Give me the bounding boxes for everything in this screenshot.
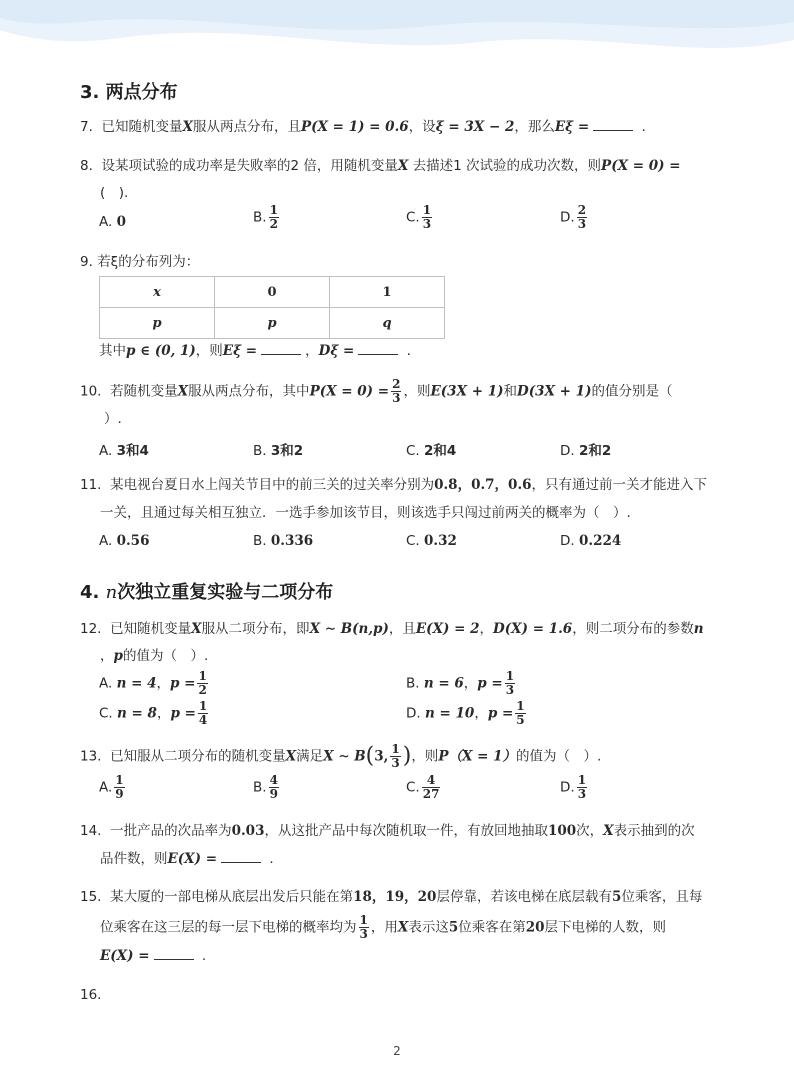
question-10-paren: ）. xyxy=(104,411,122,427)
question-7: 7. 已知随机变量X服从两点分布，且P(X = 1) = 0.6，设ξ = 3X − 2，那么Eξ = . xyxy=(80,114,730,140)
question-16: 16. xyxy=(80,987,102,1003)
q13-option-d[interactable]: D. $\frac{1}{3}$ xyxy=(560,773,587,801)
q8-option-a[interactable]: A. 0 xyxy=(99,214,126,230)
question-11: 11. 某电视台夏日水上闯关节目中的前三关的过关率分别为0.8，0.7，0.6，只有通过前一关才能进入下 xyxy=(80,477,708,493)
q13-option-b[interactable]: B. $\frac{4}{9}$ xyxy=(253,773,278,801)
question-12-line2: ，p的值为（ ）. xyxy=(100,648,209,664)
answer-blank[interactable] xyxy=(221,848,261,863)
q11-option-a[interactable]: A. 0.56 xyxy=(99,533,150,549)
question-15-line3: E(X) = . xyxy=(100,943,750,969)
question-9-condition: 其中p ∈ (0, 1)，则Eξ = ，Dξ = . xyxy=(99,338,749,364)
q8-option-b[interactable]: B. $\frac{1}{2}$ xyxy=(253,203,278,231)
question-9: 9. 若ξ的分布列为： xyxy=(80,254,200,270)
question-15-line2: 位乘客在这三层的每一层下电梯的概率均为 $\frac{1}{3}$ ，用X表示这5位乘客在第20层下电梯的人数，则 xyxy=(100,913,667,941)
answer-blank[interactable] xyxy=(261,340,301,355)
header-wave-decoration xyxy=(0,0,794,70)
question-12: 12. 已知随机变量X服从二项分布，即X ∼ B(n,p)，且E(X) = 2，D(X) = 1.6，则二项分布的参数n xyxy=(80,621,704,637)
q8-option-d[interactable]: D. $\frac{2}{3}$ xyxy=(560,203,587,231)
section-title-binomial: 4. n次独立重复实验与二项分布 xyxy=(80,582,334,603)
q11-option-b[interactable]: B. 0.336 xyxy=(253,533,314,549)
question-11-line2: 一关，且通过每关相互独立．一选手参加该节目，则该选手只闯过前两关的概率为（ ）. xyxy=(100,505,631,521)
question-14-line2: 品件数，则E(X) = . xyxy=(100,846,750,872)
question-8: 8. 设某项试验的成功率是失败率的2 倍，用随机变量X 去描述1 次试验的成功次数，则P(X = 0) = xyxy=(80,158,681,174)
q13-option-a[interactable]: A. $\frac{1}{9}$ xyxy=(99,773,124,801)
q10-option-c[interactable]: C. 2和4 xyxy=(406,443,457,459)
page-number: 2 xyxy=(393,1044,401,1058)
table-row: p p q xyxy=(100,308,445,339)
q11-option-c[interactable]: C. 0.32 xyxy=(406,533,457,549)
q12-option-c[interactable]: C. n = 8，p = $\frac{1}{4}$ xyxy=(99,699,208,727)
question-8-paren: ( ). xyxy=(100,185,129,201)
q10-option-b[interactable]: B. 3和2 xyxy=(253,443,304,459)
q12-option-a[interactable]: A. n = 4，p = $\frac{1}{2}$ xyxy=(99,669,207,697)
answer-blank[interactable] xyxy=(154,945,194,960)
question-13: 13. 已知服从二项分布的随机变量X满足X ∼ B(3, $\frac{1}{3}$ )，则P（X = 1）的值为（ ）. xyxy=(80,742,602,770)
q10-option-d[interactable]: D. 2和2 xyxy=(560,443,612,459)
q10-option-a[interactable]: A. 3和4 xyxy=(99,443,149,459)
question-15: 15. 某大厦的一部电梯从底层出发后只能在第18，19，20层停靠，若该电梯在底层载有5位乘客，且每 xyxy=(80,889,703,905)
question-10: 10. 若随机变量X服从两点分布，其中P(X = 0) = $\frac{2}{3}$ ，则E(3X + 1)和D(3X + 1)的值分别是（ xyxy=(80,377,673,405)
distribution-table xyxy=(99,276,445,339)
question-14: 14. 一批产品的次品率为0.03，从这批产品中每次随机取一件，有放回地抽取100次，X表示抽到的次 xyxy=(80,823,695,839)
answer-blank[interactable] xyxy=(358,340,398,355)
table-row: x 0 1 xyxy=(100,277,445,308)
q11-option-d[interactable]: D. 0.224 xyxy=(560,533,622,549)
q12-option-b[interactable]: B. n = 6，p = $\frac{1}{3}$ xyxy=(406,669,515,697)
q12-option-d[interactable]: D. n = 10，p = $\frac{1}{5}$ xyxy=(406,699,525,727)
q13-option-c[interactable]: C. $\frac{4}{27}$ xyxy=(406,773,440,801)
q8-option-c[interactable]: C. $\frac{1}{3}$ xyxy=(406,203,432,231)
answer-blank[interactable] xyxy=(593,116,633,131)
section-title-two-point: 3. 两点分布 xyxy=(80,82,178,103)
